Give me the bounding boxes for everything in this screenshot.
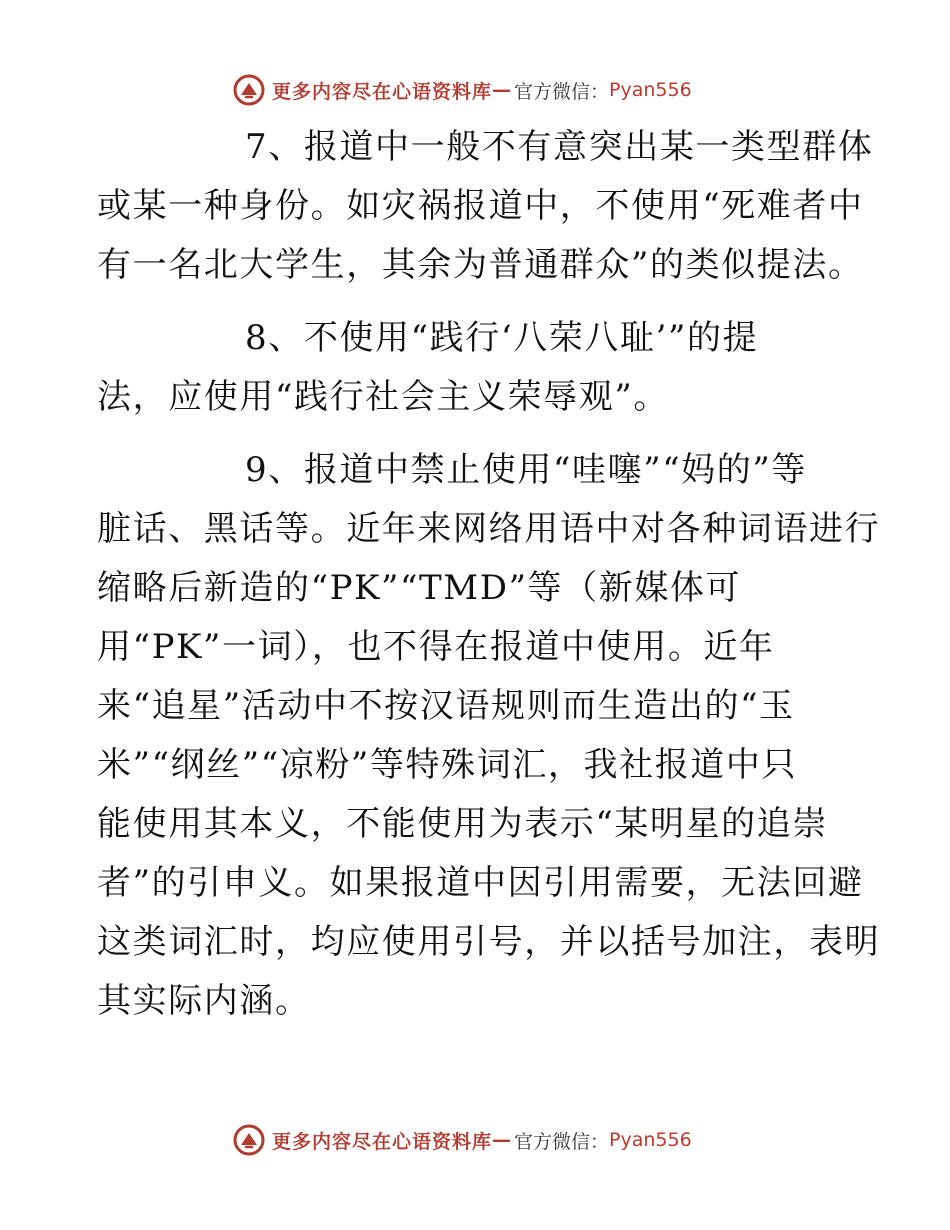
text-line: 法，应使用“践行社会主义荣辱观”。 [97,377,669,417]
paragraph-9 [97,441,881,1031]
document-body [97,118,881,1031]
text-line: 或某一种身份。如灾祸报道中，不使用“死难者中 [97,186,864,226]
text-line: 能使用其本义，不能使用为表示“某明星的追崇 [97,804,828,844]
watermark-dash: — [492,1129,513,1151]
text-line: 米”“纲丝”“凉粉”等特殊词汇，我社报道中只 [97,745,798,785]
watermark-wechat-id: Pyan556 [609,1129,692,1151]
text-line: 者”的引申义。如果报道中因引用需要，无法回避 [97,863,864,903]
text-line: 缩略后新造的“PK”“TMD”等（新媒体可 [97,568,742,608]
text-line: 7、报道中一般不有意突出某一类型群体 [245,127,874,167]
watermark-wechat-label: 官方微信： [514,1130,610,1153]
text-line: 脏话、黑话等。近年来网络用语中对各种词语进行 [97,509,881,549]
footer-watermark [232,1123,752,1157]
header-watermark [232,73,752,107]
watermark-dash: — [492,79,513,101]
watermark-wechat-label: 官方微信： [514,80,610,103]
paragraph-8 [97,309,857,427]
paragraph-7 [97,118,874,295]
book-seal-icon [232,1123,266,1157]
text-line: 有一名北大学生，其余为普通群众”的类似提法。 [97,245,864,285]
text-line: 8、不使用“践行‘八荣八耻’”的提 [245,318,759,358]
book-seal-icon [232,73,266,107]
watermark-site-text: 更多内容尽在心语资料库 [272,80,493,103]
watermark-site-text: 更多内容尽在心语资料库 [272,1130,493,1153]
text-line: 来“追星”活动中不按汉语规则而生造出的“玉 [97,686,795,726]
text-line: 其实际内涵。 [97,981,311,1021]
text-line: 9、报道中禁止使用“哇噻”“妈的”等 [245,450,807,490]
text-line: 用“PK”一词），也不得在报道中使用。近年 [97,627,775,667]
watermark-wechat-id: Pyan556 [609,79,692,101]
text-line: 这类词汇时，均应使用引号，并以括号加注，表明 [97,922,881,962]
